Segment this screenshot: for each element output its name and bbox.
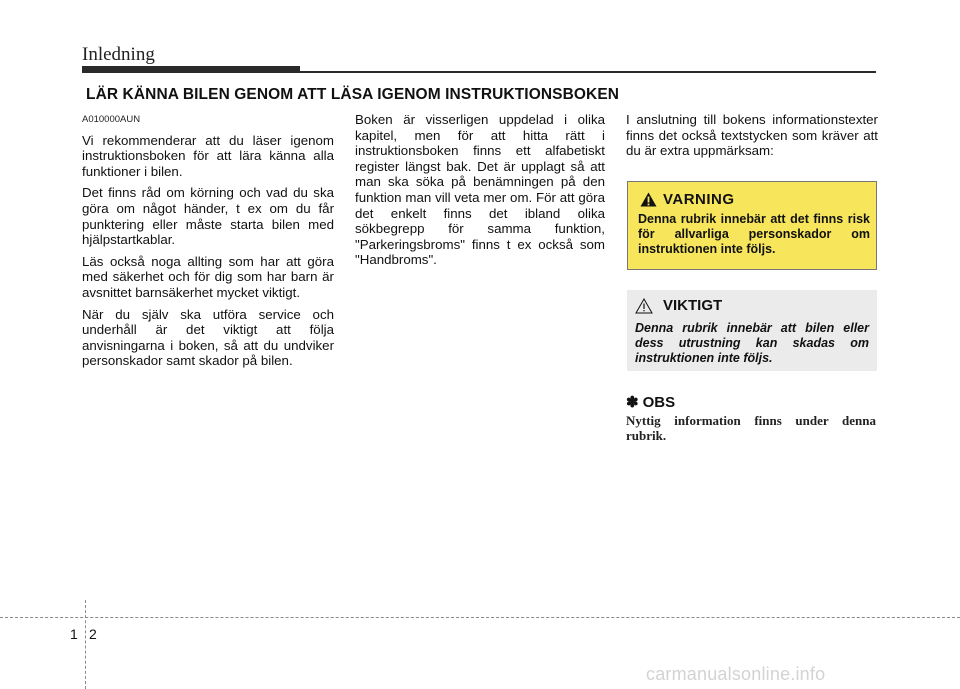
section-title: Inledning: [82, 44, 155, 65]
caution-triangle-outline-icon: [635, 298, 653, 314]
paragraph: Boken är visserligen uppdelad i olika kapitel, men för att hitta rätt i instruktionsboken finns ett alfabetiskt register längst bak. Det är upplagt så att man ska söka på benämningen på den funktion man vill veta mer om. För att göra det enkelt finns det ibland olika sökbegrepp för samma funktion, "Parkeringsbroms" finns t ex också som "Handbroms".: [355, 112, 605, 268]
paragraph: När du själv ska utföra service och underhåll är det viktigt att följa anvisningarna i boken, så att du undviker personskador samt skador på bilen.: [82, 306, 334, 369]
paragraph: I anslutning till bokens informationstexter finns det också textstycken som kräver att du är extra uppmärksam:: [626, 112, 878, 159]
caution-text: Denna rubrik innebär att bilen eller dess utrustning kan skadas om instruktionen inte följs.: [635, 321, 869, 365]
note-heading: [626, 393, 675, 411]
paragraph: Läs också noga allting som har att göra med säkerhet och för dig som har barn är avsnittet barnsäkerhet mycket viktigt.: [82, 253, 334, 300]
warning-box: [627, 181, 877, 270]
header-bar: [82, 66, 300, 73]
warning-text: Denna rubrik innebär att det finns risk för allvarliga personskador om instruktionen inte följs.: [638, 212, 870, 256]
page-heading: LÄR KÄNNA BILEN GENOM ATT LÄSA IGENOM INSTRUKTIONSBOKEN: [86, 86, 620, 103]
note-text: Nyttig information finns under denna rubrik.: [626, 413, 876, 443]
caution-box: [627, 290, 877, 371]
footer-vertical-divider: [85, 600, 86, 689]
caution-header: [635, 297, 722, 314]
asterisk-icon: ✽: [626, 394, 639, 411]
warning-header: [640, 191, 735, 208]
column-2: [355, 112, 605, 274]
chapter-number: 1: [70, 626, 78, 642]
warning-title: VARNING: [663, 191, 735, 208]
document-code: A010000AUN: [82, 114, 141, 125]
watermark: carmanualsonline.info: [646, 664, 826, 684]
paragraph: Det finns råd om körning och vad du ska göra om något händer, t ex om du får punktering eller måste starta bilen med hjälpstartkablar.: [82, 185, 334, 248]
footer-divider: [0, 617, 960, 618]
paragraph: Vi rekommenderar att du läser igenom instruktionsboken för att lära känna alla funktioner i bilen.: [82, 132, 334, 179]
warning-triangle-icon: [640, 192, 657, 207]
header-rule: [300, 71, 876, 73]
caution-title: VIKTIGT: [663, 297, 723, 314]
note-title: OBS: [642, 393, 676, 411]
page-number: 2: [89, 626, 97, 642]
column-1: [82, 112, 334, 375]
column-3: [626, 112, 878, 165]
